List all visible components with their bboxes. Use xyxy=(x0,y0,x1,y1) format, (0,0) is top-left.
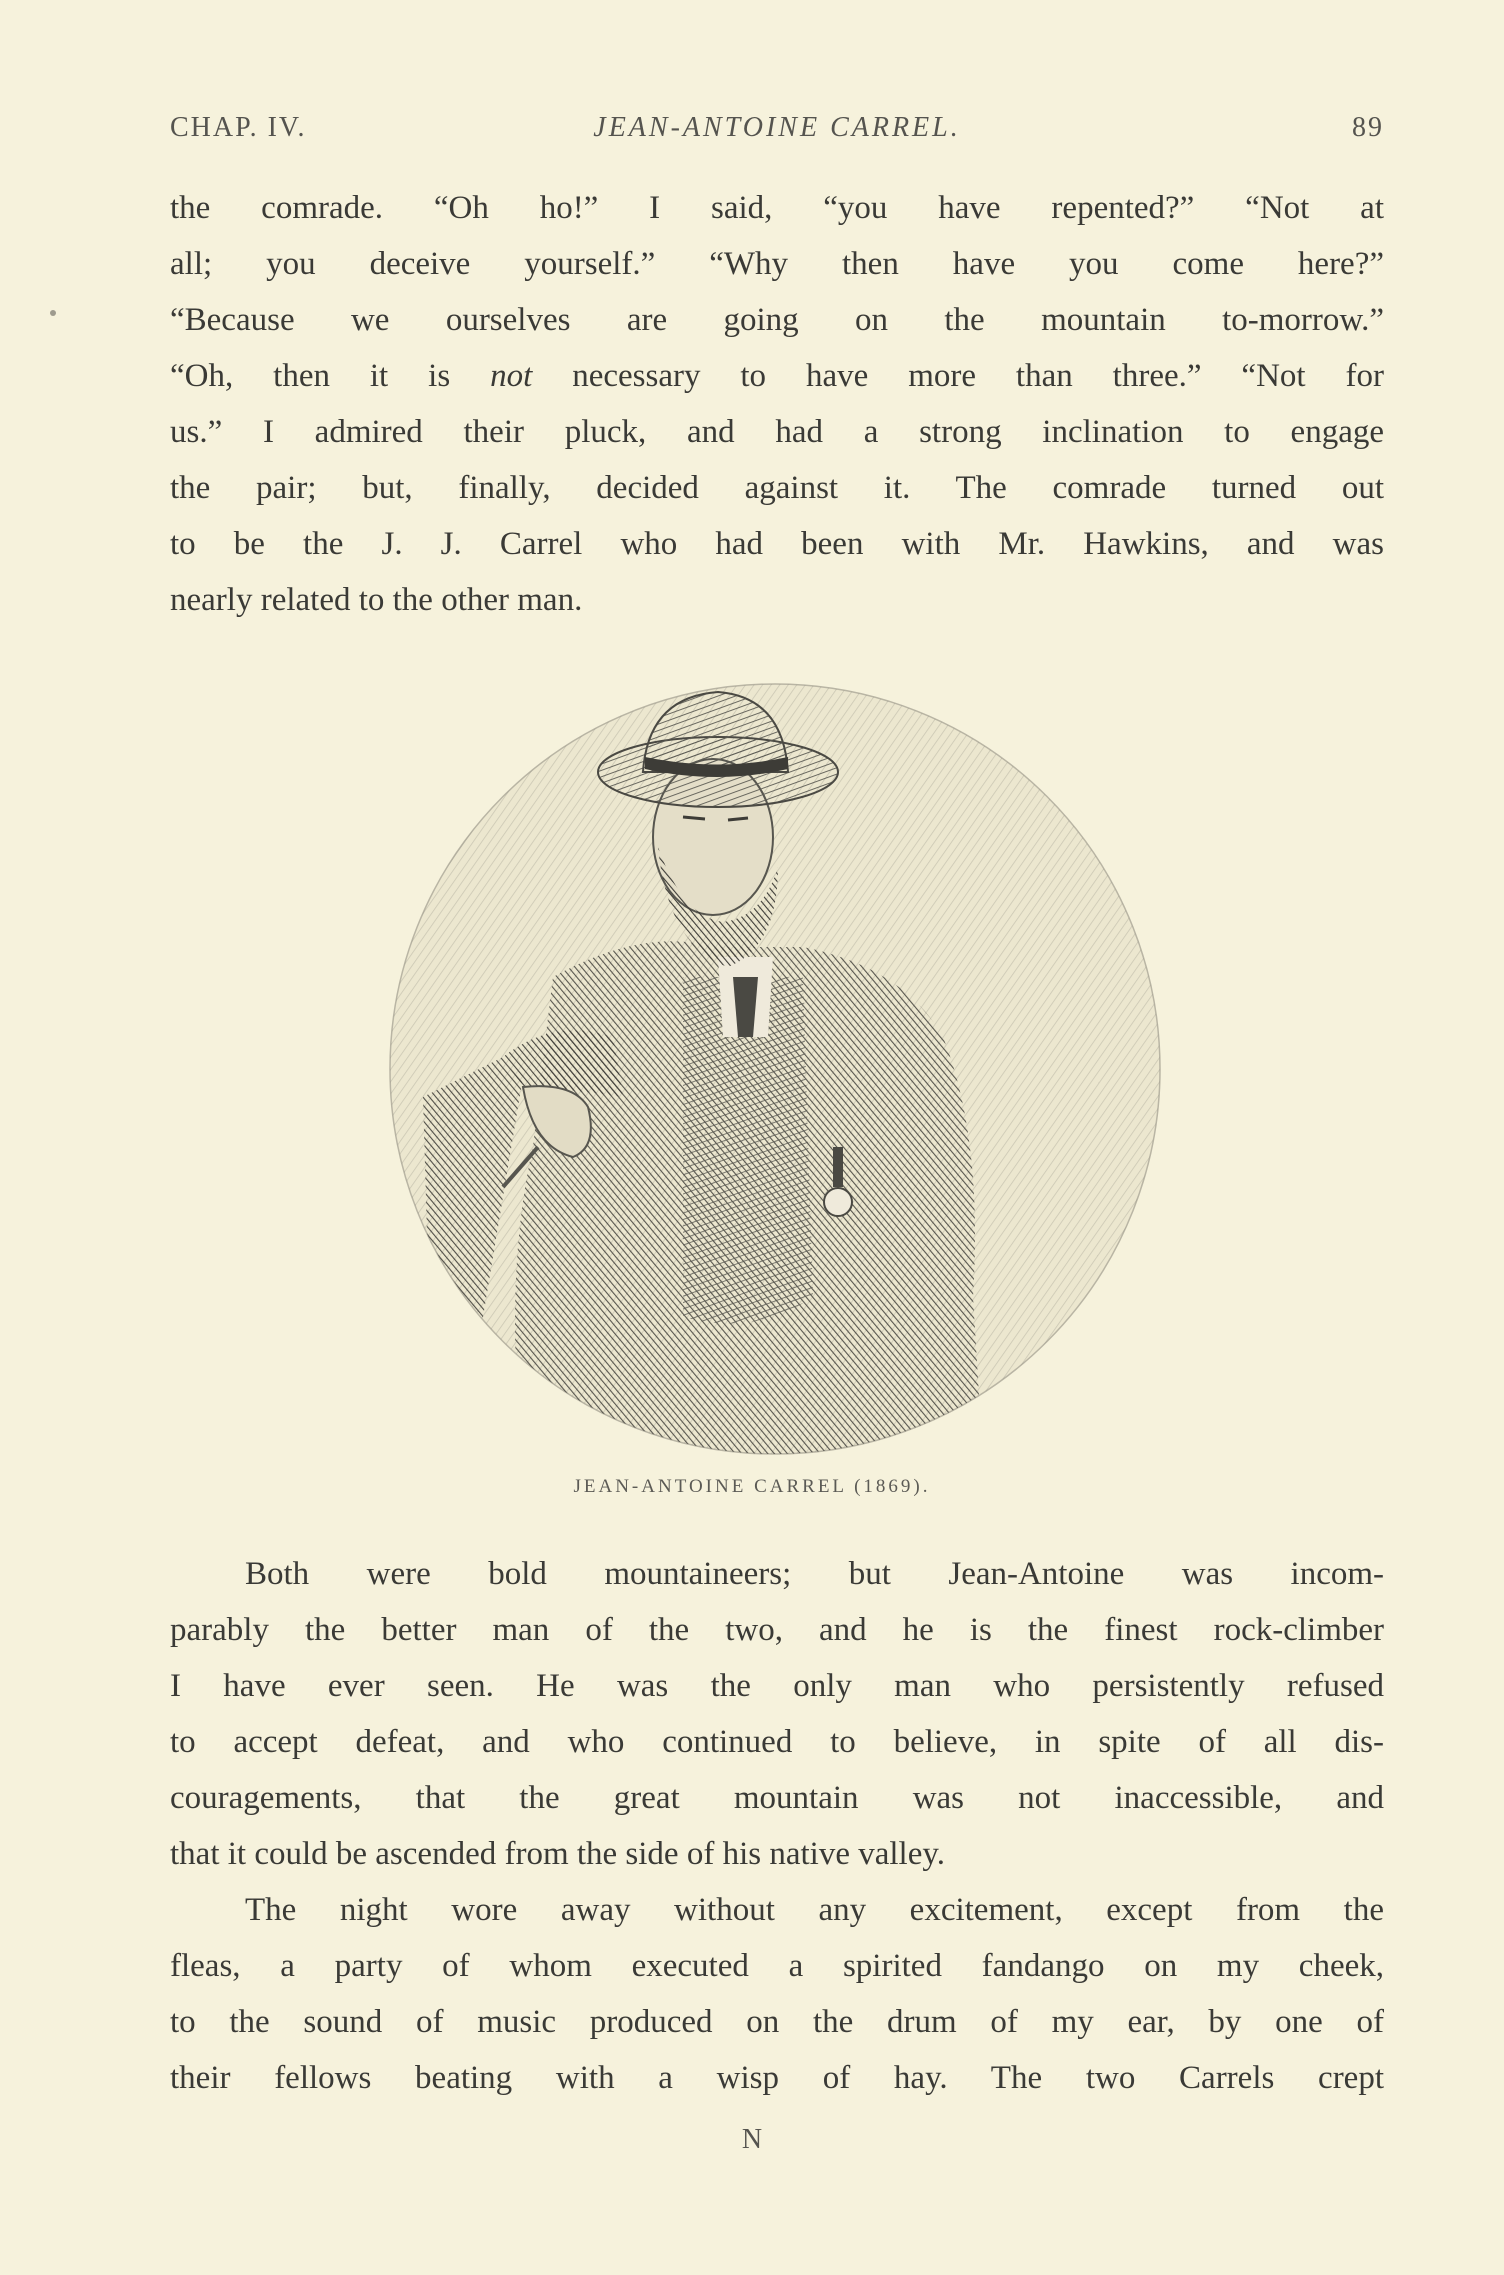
text-line: that it could be ascended from the side of his native valley. xyxy=(170,1836,945,1872)
text-line: all; you deceive yourself.” “Why then have you come here?” xyxy=(170,246,1384,282)
running-head xyxy=(170,112,1384,152)
bottom-paragraphs xyxy=(170,1546,1384,2106)
illustration-caption: JEAN-ANTOINE CARREL (1869). xyxy=(573,1476,931,1497)
text-line: to be the J. J. Carrel who had been with Mr. Hawkins, and was xyxy=(170,526,1384,562)
text-line: nearly related to the other man. xyxy=(170,582,583,618)
text-line: couragements, that the great mountain was not inaccessible, and xyxy=(170,1780,1384,1816)
text-fragment: necessary to have more than three.” “Not for xyxy=(532,358,1384,394)
text-line: to accept defeat, and who continued to believe, in spite of all dis- xyxy=(170,1724,1384,1760)
text-line: The night wore away without any excitement, except from the xyxy=(245,1892,1384,1928)
text-line: their fellows beating with a wisp of hay. The two Carrels crept xyxy=(170,2060,1384,2096)
text-line: the pair; but, finally, decided against it. The comrade turned out xyxy=(170,470,1384,506)
text-line: us.” I admired their pluck, and had a strong inclination to engage xyxy=(170,414,1384,450)
text-line: Both were bold mountaineers; but Jean-Antoine was incom- xyxy=(245,1556,1384,1592)
italic-word: not xyxy=(490,358,533,394)
top-paragraph xyxy=(170,180,1384,628)
text-line: parably the better man of the two, and he is the finest rock-climber xyxy=(170,1612,1384,1648)
signature-mark: N xyxy=(741,2124,763,2155)
print-speck xyxy=(50,310,56,316)
text-line: I have ever seen. He was the only man who persistently refused xyxy=(170,1668,1384,1704)
page-number: 89 xyxy=(1352,112,1384,143)
pocket-watch xyxy=(824,1188,852,1216)
text-line: to the sound of music produced on the drum of my ear, by one of xyxy=(170,2004,1384,2040)
running-title: JEAN-ANTOINE CARREL. xyxy=(593,112,961,143)
text-line xyxy=(170,348,1384,404)
text-line: the comrade. “Oh ho!” I said, “you have repented?” “Not at xyxy=(170,190,1384,226)
chapter-label: CHAP. IV. xyxy=(170,112,307,143)
watch-chain xyxy=(833,1147,843,1187)
text-line: fleas, a party of whom executed a spirited fandango on my cheek, xyxy=(170,1948,1384,1984)
text-fragment: “Oh, then it is xyxy=(170,358,491,394)
text-line: “Because we ourselves are going on the mountain to-morrow.” xyxy=(170,302,1384,338)
portrait-engraving xyxy=(383,677,1167,1461)
